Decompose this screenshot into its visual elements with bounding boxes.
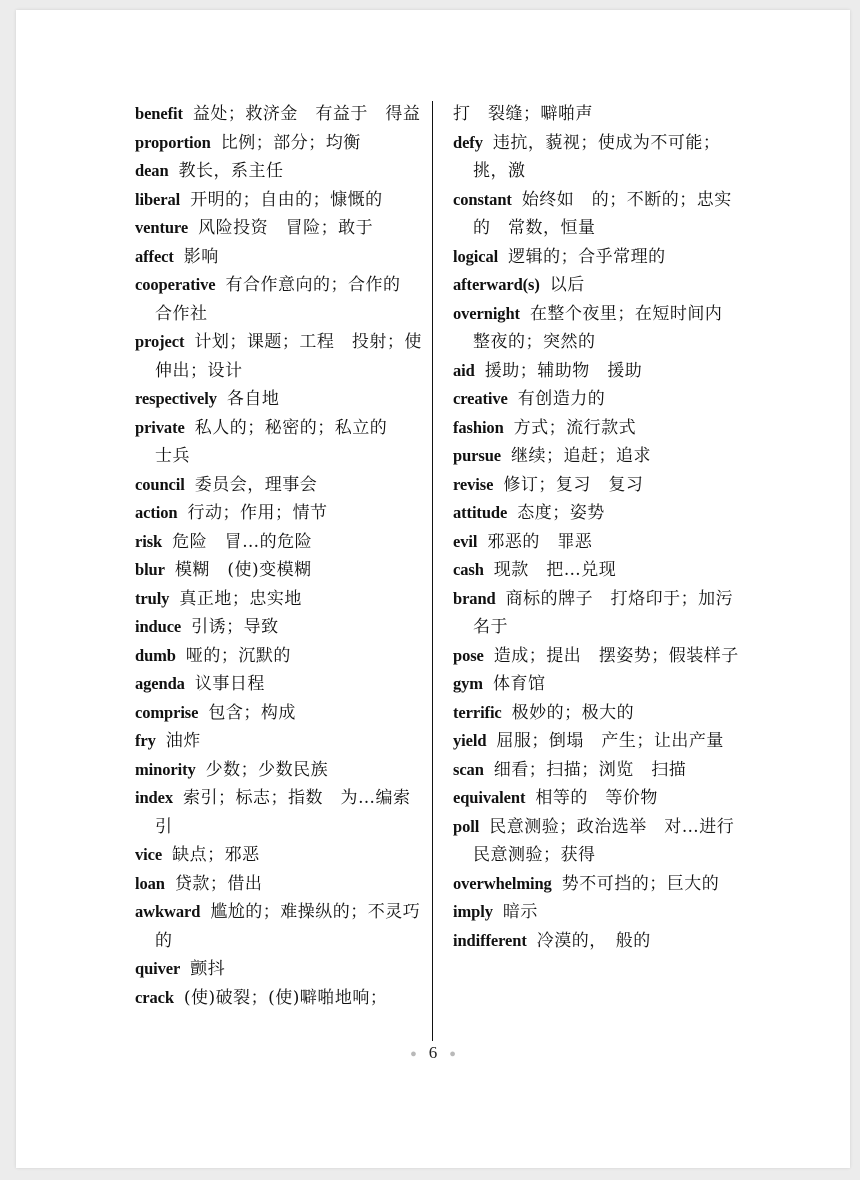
vocab-definition: 包含；构成 (208, 702, 296, 723)
vocab-word: induce (135, 617, 182, 636)
vocab-definition: 继续；追赶；追求 (511, 446, 651, 466)
vocab-word: indifferent (453, 930, 527, 950)
vocab-definition: 风险投资 冒险；敢于 (198, 218, 374, 238)
vocab-entry (135, 271, 422, 328)
vocab-definition: 修订；复习 复习 (503, 474, 644, 495)
vocab-definition: 援助；辅助物 援助 (484, 360, 643, 381)
vocab-entry (135, 385, 422, 414)
vocab-word: minority (135, 759, 196, 779)
vocab-entry (135, 642, 422, 671)
vocab-definition: 极妙的；极大的 (511, 702, 635, 723)
vocab-word: cash (453, 560, 484, 579)
vocab-word: overnight (453, 303, 520, 323)
vocab-entry (453, 271, 739, 300)
vocab-definition: 有创造力的 (517, 389, 606, 409)
document-page (16, 10, 850, 1168)
vocab-entry (135, 699, 422, 728)
vocab-entry (453, 699, 739, 728)
vocab-definition: 影响 (183, 246, 219, 267)
vocab-word: affect (135, 246, 174, 266)
vocab-word: project (135, 332, 185, 351)
vocab-definition: 民意测验；政治选举 对…进行民意测验；获得 (473, 816, 735, 865)
vocab-entry (135, 499, 422, 528)
vocab-definition: 以后 (549, 275, 585, 295)
vocab-entry (453, 129, 739, 186)
vocab-entry (453, 642, 739, 671)
vocab-entry (453, 898, 739, 927)
vocab-word: pose (453, 645, 484, 665)
vocab-entry (453, 471, 739, 500)
vocab-word: blur (135, 560, 165, 579)
vocab-definition: 行动；作用；情节 (187, 503, 328, 523)
vocab-word: cooperative (135, 275, 216, 294)
vocab-word: benefit (135, 104, 183, 123)
vocab-word: brand (453, 588, 496, 608)
vocab-entry (453, 243, 739, 272)
vocab-entry (453, 499, 739, 528)
vocab-definition: 颤抖 (190, 959, 226, 979)
vocab-entry (453, 414, 739, 443)
vocab-definition: 缺点；邪恶 (172, 845, 260, 865)
vocab-entry (135, 186, 422, 215)
vocab-word: respectively (135, 389, 217, 408)
vocab-definition: 方式；流行款式 (513, 417, 637, 438)
vocab-definition: 违抗，藐视；使成为不可能；挑，激 (473, 132, 721, 181)
vocab-entry (453, 556, 739, 585)
vocab-word: dean (135, 161, 169, 180)
vocab-entry (135, 414, 422, 471)
vocab-entry (453, 927, 739, 956)
vocab-entry (135, 129, 422, 158)
vocab-word: dumb (135, 645, 176, 665)
vocab-word: scan (453, 759, 484, 779)
vocab-entry (135, 984, 422, 1013)
vocab-definition: 暗示 (502, 902, 538, 922)
vocab-word: council (135, 474, 185, 494)
vocab-entry (453, 528, 739, 557)
vocab-definition: 模糊 (使)变模糊 (174, 560, 312, 580)
vocab-definition: 益处；救济金 有益于 得益 (192, 104, 421, 124)
vocab-definition: 哑的；沉默的 (185, 645, 291, 666)
vocab-word: overwhelming (453, 873, 552, 893)
left-vocabulary-column (135, 100, 422, 1012)
vocab-word: awkward (135, 902, 201, 921)
vocab-word: imply (453, 902, 493, 921)
vocab-word: revise (453, 474, 494, 494)
vocab-definition: 教长，系主任 (178, 161, 284, 181)
vocab-word: venture (135, 218, 189, 237)
vocab-definition: 少数；少数民族 (205, 759, 329, 780)
pager-dot-left: ● (410, 1048, 417, 1061)
vocab-definition: 各自地 (226, 389, 280, 409)
vocab-entry (135, 898, 422, 955)
vocab-entry (453, 870, 739, 899)
vocab-word: index (135, 788, 174, 807)
vocab-definition: 屈服；倒塌 产生；让出产量 (496, 731, 724, 751)
vocab-definition: 始终如 的；不断的；忠实的 常数，恒量 (473, 189, 732, 238)
vocab-word: action (135, 503, 178, 522)
right-vocabulary-column (453, 100, 739, 955)
vocab-definition: 议事日程 (194, 674, 265, 694)
column-divider (432, 101, 433, 1041)
vocab-definition: 私人的；秘密的；私立的 士兵 (155, 417, 405, 466)
vocab-definition: (使)破裂；(使)噼啪地响； (183, 987, 388, 1008)
vocab-entry (135, 613, 422, 642)
vocab-entry (135, 585, 422, 614)
vocab-entry (135, 157, 422, 186)
vocab-definition: 造成；提出 摆姿势；假装样子 (493, 645, 739, 666)
vocab-entry (453, 300, 739, 357)
vocab-definition: 危险 冒…的危险 (172, 531, 313, 552)
vocab-word: terrific (453, 702, 502, 722)
vocab-entry (453, 357, 739, 386)
vocab-definition: 油炸 (165, 731, 201, 751)
vocab-word: risk (135, 531, 163, 551)
vocab-entry (135, 784, 422, 841)
vocab-definition: 引诱；导致 (191, 617, 279, 637)
vocab-entry (453, 813, 739, 870)
vocab-definition: 索引；标志；指数 为…编索引 (155, 788, 411, 837)
vocab-definition: 打 裂缝；噼啪声 (453, 104, 593, 124)
vocab-entry (453, 784, 739, 813)
vocab-word: private (135, 417, 185, 437)
vocab-definition: 在整个夜里；在短时间内 整夜的；突然的 (473, 303, 740, 352)
vocab-entry (453, 585, 739, 642)
vocab-entry (135, 670, 422, 699)
vocab-definition: 计划；课题；工程 投射；使伸出；设计 (155, 332, 422, 381)
vocab-word: yield (453, 731, 487, 750)
vocab-definition: 冷漠的， 般的 (536, 930, 651, 951)
vocab-definition: 比例；部分；均衡 (220, 132, 361, 153)
vocab-word: truly (135, 588, 170, 608)
vocab-word: fashion (453, 417, 504, 437)
vocab-entry (135, 756, 422, 785)
vocab-word: afterward(s) (453, 275, 540, 294)
vocab-definition: 尴尬的；难操纵的；不灵巧的 (155, 902, 421, 951)
vocab-definition: 相等的 等价物 (535, 788, 658, 808)
vocab-definition: 委员会，理事会 (194, 474, 318, 495)
vocab-entry (135, 100, 422, 129)
vocab-definition: 商标的牌子 打烙印于；加污名于 (473, 588, 734, 637)
vocab-entry (453, 186, 739, 243)
vocab-word: crack (135, 987, 174, 1007)
vocab-word: poll (453, 816, 480, 836)
vocab-entry (135, 243, 422, 272)
vocab-entry (453, 670, 739, 699)
vocab-definition: 开明的；自由的；慷慨的 (190, 189, 383, 210)
vocab-word: defy (453, 132, 483, 152)
vocab-entry (453, 442, 739, 471)
vocab-word: aid (453, 360, 475, 380)
vocab-definition: 体育馆 (492, 674, 546, 694)
vocab-word: proportion (135, 132, 211, 152)
page-footer (16, 1043, 850, 1063)
vocab-word: attitude (453, 503, 508, 522)
vocab-entry (453, 100, 739, 129)
vocab-entry (135, 528, 422, 557)
vocab-definition: 有合作意向的；合作的 合作社 (155, 275, 418, 324)
vocab-word: constant (453, 189, 512, 209)
vocab-definition: 现款 把…兑现 (493, 560, 617, 580)
vocab-word: agenda (135, 674, 185, 693)
vocab-definition: 贷款；借出 (174, 873, 263, 894)
vocab-entry (135, 841, 422, 870)
vocab-entry (135, 955, 422, 984)
vocab-entry (135, 328, 422, 385)
vocab-entry (135, 556, 422, 585)
vocab-entry (453, 756, 739, 785)
vocab-entry (135, 727, 422, 756)
vocab-word: evil (453, 531, 478, 551)
vocab-entry (453, 727, 739, 756)
vocab-word: gym (453, 674, 483, 693)
vocab-word: liberal (135, 189, 181, 209)
vocab-definition: 真正地；忠实地 (179, 588, 302, 609)
vocab-definition: 细看；扫描；浏览 扫描 (493, 759, 687, 780)
vocab-entry (135, 214, 422, 243)
pager-dot-right: ● (449, 1048, 456, 1061)
vocab-word: logical (453, 246, 499, 266)
page-number: 6 (428, 1043, 438, 1062)
vocab-definition: 逻辑的；合乎常理的 (508, 246, 666, 267)
vocab-entry (135, 870, 422, 899)
vocab-word: quiver (135, 959, 181, 978)
vocab-word: loan (135, 873, 165, 893)
vocab-word: vice (135, 845, 163, 864)
vocab-word: creative (453, 389, 508, 408)
vocab-entry (453, 385, 739, 414)
vocab-word: pursue (453, 446, 501, 465)
vocab-word: fry (135, 731, 156, 750)
vocab-entry (135, 471, 422, 500)
vocab-definition: 态度；姿势 (517, 503, 605, 523)
vocab-definition: 势不可挡的；巨大的 (561, 873, 720, 894)
vocab-word: comprise (135, 702, 199, 722)
vocab-definition: 邪恶的 罪恶 (487, 531, 593, 552)
vocab-word: equivalent (453, 788, 526, 807)
